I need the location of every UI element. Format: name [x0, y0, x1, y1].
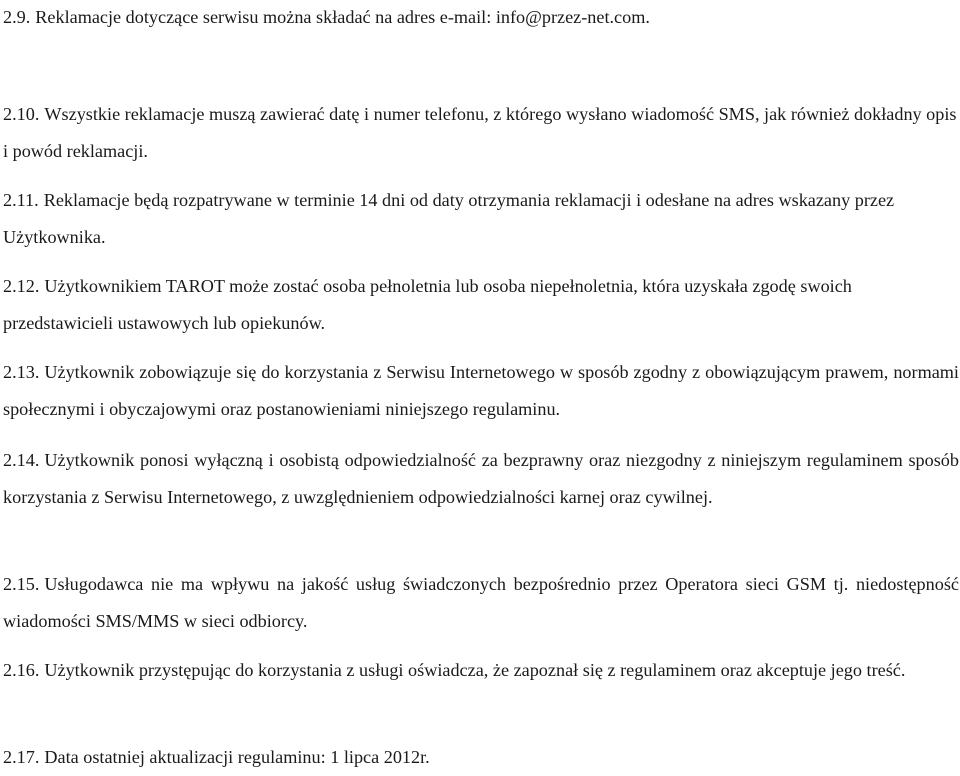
paragraph-number: 2.12.: [3, 276, 40, 296]
paragraph-text: Użytkownikiem TAROT może zostać osoba pełnoletnia lub osoba niepełnoletnia, która uzyskała zgodę swoich przedstawicieli ustawowych lub opiekunów.: [3, 276, 852, 333]
paragraph-2-12: [3, 268, 959, 342]
paragraph-2-16: [3, 652, 959, 689]
paragraph-number: 2.16.: [3, 660, 40, 680]
paragraph-number: 2.13.: [3, 362, 40, 382]
paragraph-text: Data ostatniej aktualizacji regulaminu: 1 lipca 2012r.: [44, 747, 430, 767]
paragraph-2-10: [3, 96, 959, 170]
paragraph-2-11: [3, 182, 959, 256]
paragraph-2-14: [3, 442, 959, 516]
paragraph-2-9: [3, 0, 959, 36]
paragraph-2-17: [3, 739, 959, 776]
paragraph-number: 2.10.: [3, 104, 40, 124]
paragraph-number: 2.14.: [3, 450, 40, 470]
paragraph-text: Wszystkie reklamacje muszą zawierać datę i numer telefonu, z którego wysłano wiadomość SMS, jak również dokładny opis i powód reklamacji.: [3, 104, 957, 161]
paragraph-number: 2.17.: [3, 747, 40, 767]
paragraph-text: Reklamacje dotyczące serwisu można składać na adres e-mail: info@przez-net.com.: [35, 7, 650, 27]
paragraph-text: Użytkownik ponosi wyłączną i osobistą odpowiedzialność za bezprawny oraz niezgodny z niniejszym regulaminem sposób korzystania z Serwisu Internetowego, z uwzględnieniem odpowiedzialności karnej oraz cywilnej.: [3, 450, 959, 507]
paragraph-text: Użytkownik przystępując do korzystania z usługi oświadcza, że zapoznał się z regulaminem oraz akceptuje jego treść.: [44, 660, 906, 680]
paragraph-text: Użytkownik zobowiązuje się do korzystania z Serwisu Internetowego w sposób zgodny z obowiązującym prawem, normami społecznymi i obyczajowymi oraz postanowieniami niniejszego regulaminu.: [3, 362, 959, 419]
paragraph-number: 2.11.: [3, 190, 39, 210]
paragraph-number: 2.15.: [3, 574, 40, 594]
paragraph-number: 2.9.: [3, 7, 31, 27]
paragraph-text: Usługodawca nie ma wpływu na jakość usług świadczonych bezpośrednio przez Operatora sieci GSM tj. niedostępność wiadomości SMS/MMS w sieci odbiorcy.: [3, 574, 959, 631]
paragraph-2-15: [3, 566, 959, 640]
paragraph-2-13: [3, 354, 959, 428]
paragraph-text: Reklamacje będą rozpatrywane w terminie 14 dni od daty otrzymania reklamacji i odesłane na adres wskazany przez Użytkownika.: [3, 190, 895, 247]
